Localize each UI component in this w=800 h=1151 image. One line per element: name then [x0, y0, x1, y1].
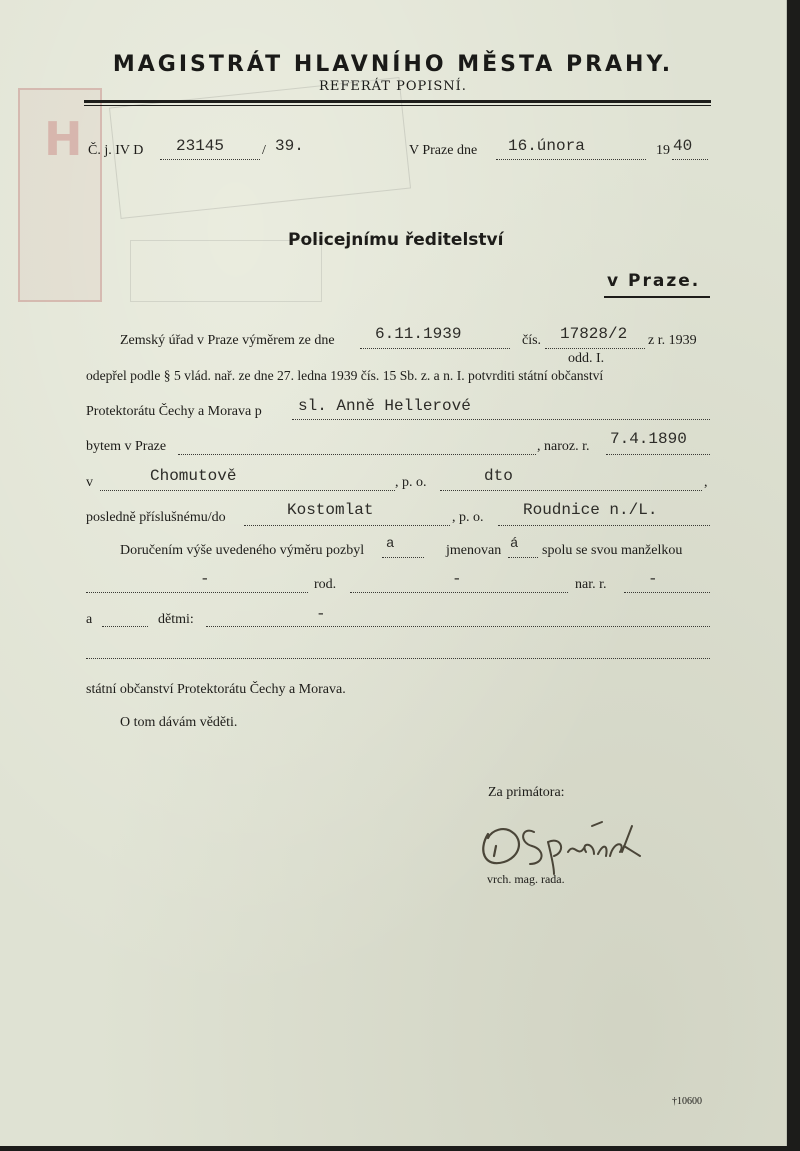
- birth-place: Chomutově: [150, 467, 237, 485]
- children-label: dětmi:: [158, 612, 194, 627]
- year-prefix: 19: [656, 143, 670, 158]
- belonging-place-dots: [244, 525, 450, 526]
- extra-dots-line: [86, 658, 710, 659]
- belonging-label: posledně příslušnému/do: [86, 510, 226, 525]
- residence-label: bytem v Praze: [86, 439, 167, 454]
- birth-date-dots: [606, 454, 710, 455]
- spouse-name-dash: -: [200, 570, 210, 588]
- office-title: MAGISTRÁT HLAVNÍHO MĚSTA PRAHY.: [112, 52, 674, 77]
- reference-year: 39.: [275, 137, 304, 155]
- maiden-name-dash: -: [452, 570, 462, 588]
- red-stamp-letter: H: [44, 112, 83, 166]
- signature-for-label: Za primátora:: [488, 785, 565, 800]
- decision-date: 6.11.1939: [375, 325, 462, 343]
- signatory-title: vrch. mag. rada.: [487, 872, 565, 886]
- addressee-line-2: v Praze.: [607, 271, 701, 291]
- birth-district-label: , p. o.: [395, 475, 427, 490]
- belonging-district-dots: [498, 525, 710, 526]
- children-dash: -: [316, 605, 326, 623]
- year-suffix: 40: [673, 137, 693, 155]
- place-date-label: V Praze dne: [409, 143, 478, 158]
- line-end-comma: ,: [704, 475, 708, 490]
- year-dots: [672, 159, 708, 160]
- birth-date: 7.4.1890: [610, 430, 687, 448]
- residence-dots: [178, 454, 536, 455]
- decision-number-label: čís.: [522, 333, 542, 348]
- reference-number: 23145: [176, 137, 225, 155]
- birth-district: dto: [484, 467, 513, 485]
- header-rule-thick: [84, 100, 711, 103]
- delivery-suffix-1: a: [386, 536, 395, 552]
- birthplace-prefix: v: [86, 475, 93, 490]
- citizenship-line: státní občanství Protektorátu Čechy a Morava.: [86, 682, 346, 697]
- person-name-dots: [292, 419, 710, 420]
- delivery-text-b: jmenovan: [446, 543, 502, 558]
- protectorate-label: Protektorátu Čechy a Morava p: [86, 404, 262, 419]
- belonging-district-label: , p. o.: [452, 510, 484, 525]
- addressee-line-1: Policejnímu ředitelství: [288, 230, 504, 250]
- legal-basis-text: odepřel podle § 5 vlád. nař. ze dne 27. ledna 1939 čís. 15 Sb. z. a n. I. potvrditi státní občanství: [86, 368, 604, 383]
- header-rule-thin: [84, 105, 711, 106]
- decision-number-dots: [545, 348, 645, 349]
- children-count-dots: [102, 626, 148, 627]
- form-number: †10600: [672, 1096, 702, 1107]
- delivery-suffix-dots-1: [382, 557, 424, 558]
- spouse-born-dash: -: [648, 570, 658, 588]
- maiden-name-label: rod.: [314, 577, 337, 592]
- reference-label: Č. j. IV D: [88, 143, 144, 158]
- born-label: , naroz. r.: [537, 439, 590, 454]
- delivery-text-c: spolu se svou manželkou: [542, 543, 683, 558]
- reference-number-dots: [160, 159, 260, 160]
- belonging-district: Roudnice n./L.: [523, 501, 658, 519]
- children-conjunction: a: [86, 612, 93, 627]
- notice-line: O tom dávám věděti.: [120, 715, 238, 730]
- handwritten-signature: [474, 812, 654, 876]
- decision-date-dots: [360, 348, 510, 349]
- spouse-born-dots: [624, 592, 710, 593]
- decision-intro: Zemský úřad v Praze výměrem ze dne: [120, 333, 335, 348]
- decision-year: z r. 1939: [648, 333, 697, 348]
- person-name: sl. Anně Hellerové: [298, 397, 471, 415]
- office-department: REFERÁT POPISNÍ.: [319, 79, 467, 94]
- addressee-underline: [604, 296, 710, 298]
- letter-date: 16.února: [508, 137, 585, 155]
- spouse-born-label: nar. r.: [575, 577, 607, 592]
- maiden-name-dots: [350, 592, 568, 593]
- reference-slash: /: [262, 143, 266, 158]
- children-dots: [206, 626, 710, 627]
- birthplace-dots: [100, 490, 395, 491]
- delivery-suffix-dots-2: [508, 557, 538, 558]
- department: odd. I.: [568, 351, 605, 366]
- date-dots: [496, 159, 646, 160]
- belonging-place: Kostomlat: [287, 501, 374, 519]
- delivery-suffix-2: á: [510, 536, 519, 552]
- birth-district-dots: [440, 490, 702, 491]
- gray-stamp-mark: [109, 77, 411, 219]
- decision-number: 17828/2: [560, 325, 628, 343]
- delivery-text-a: Doručením výše uvedeného výměru pozbyl: [120, 543, 365, 558]
- spouse-name-dots: [86, 592, 308, 593]
